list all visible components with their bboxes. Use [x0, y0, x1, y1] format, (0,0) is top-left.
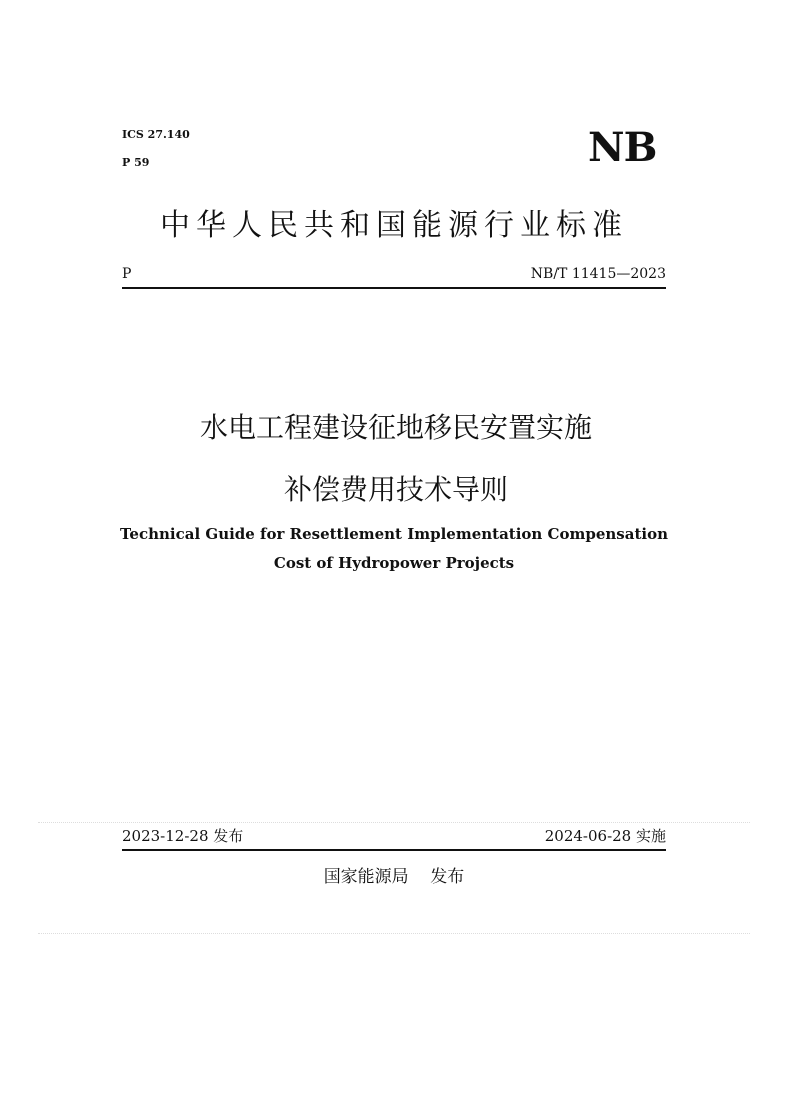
ccs-code: P 59 — [122, 156, 150, 169]
dotted-guide-top — [38, 822, 750, 823]
standard-number: NB/T 11415—2023 — [530, 266, 666, 282]
english-title-line-1: Technical Guide for Resettlement Implementation Compensation — [119, 525, 669, 543]
chinese-title-line-2: 补偿费用技术导则 — [283, 473, 508, 506]
nb-logo: NB — [588, 124, 657, 171]
footer-divider — [122, 849, 666, 851]
classification-code: P — [122, 266, 132, 282]
publish-date: 2023-12-28 发布 — [122, 827, 244, 845]
header-divider — [122, 287, 666, 289]
dotted-guide-bottom — [38, 933, 750, 934]
ics-code: ICS 27.140 — [122, 128, 190, 141]
issuer: 国家能源局 发布 — [323, 867, 465, 887]
english-title-line-2: Cost of Hydropower Projects — [273, 554, 515, 572]
standard-category-title: 中华人民共和国能源行业标准 — [160, 208, 628, 243]
chinese-title-line-1: 水电工程建设征地移民安置实施 — [199, 411, 592, 444]
effective-date: 2024-06-28 实施 — [544, 827, 666, 845]
